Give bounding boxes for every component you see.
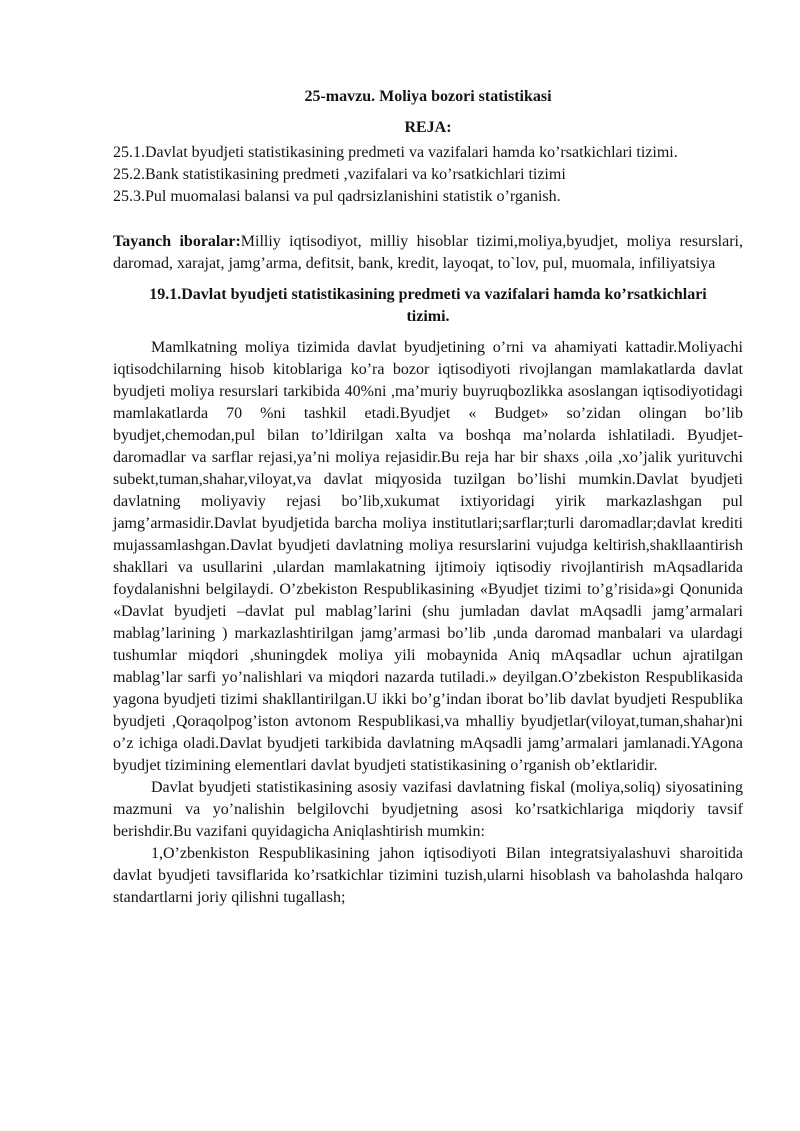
body-paragraph-3: 1,O’zbenkiston Respublikasining jahon iqtisodiyoti Bilan integratsiyalashuvi sharoitida davlat byudjeti tavsiflarida ko’rsatkichlar tizimini tuzish,ularni hisoblash va baholashda halqaro standartlarni joriy qilishni tugallash; <box>113 845 743 906</box>
plan-item-3: 25.3.Pul muomalasi balansi va pul qadrsizlanishini statistik o’rganish. <box>113 188 561 205</box>
keywords-text: Milliy iqtisodiyot, milliy hisoblar tizimi,moliya,byudjet, moliya resurslari, daromad, xarajat, jamg’arma, defitsit, bank, kredit, layoqat, to`lov, pul, muomala, infiliyatsiya <box>113 233 743 272</box>
keywords-paragraph <box>113 231 743 275</box>
section-heading: 19.1.Davlat byudjeti statistikasining predmeti va vazifalari hamda ko’rsatkichlari tizimi. <box>149 286 707 325</box>
document-title: 25-mavzu. Moliya bozori statistikasi <box>304 88 552 105</box>
body-paragraph-2: Davlat byudjeti statistikasining asosiy vazifasi davlatning fiskal (moliya,soliq) siyosatining mazmuni va yo’nalishin belgilovchi byudjetning asosi ko’rsatkichlariga miqdoriy tavsif berishdir.Bu vazifani quyidagicha Aniqlashtirish mumkin: <box>113 779 743 840</box>
keywords-label: Tayanch iboralar: <box>113 233 241 250</box>
body-paragraph-1: Mamlkatning moliya tizimida davlat byudjetining o’rni va ahamiyati kattadir.Moliyachi iqtisodchilarning hisob kitoblariga ko’ra bozor iqtisodiyoti rivojlangan mamlakatlarda davlat byudjeti moliya resurslari tarkibida 40%ni ,ma’muriy buyruqbozlikka asoslangan iqtisodiyotidagi mamlakatlarda 70 %ni tashkil etadi.Byudjet « Budget» so’zidan olingan bo’lib byudjet,chemodan,pul bilan to’ldirilgan xalta va boshqa ma’nolarda ishlatiladi. Byudjet-daromadlar va sarflar rejasi,ya’ni moliya rejasidir.Bu reja har bir shaxs ,oila ,xo’jalik yurituvchi subekt,tuman,shahar,viloyat,va davlat miqyosida tuzilgan bo’lishi mumkin.Davlat byudjeti davlatning moliyaviy rejasi bo’lib,xukumat ixtiyoridagi yirik markazlashgan pul jamg’armasidir.Davlat byudjetida barcha moliya institutlari;sarflar;turli daromadlar;davlat krediti mujassamlashgan.Davlat byudjeti davlatning moliya resurslarini vujudga keltirish,shakllaantirish shakllari va usullarini ,ulardan mamlakatning ijtimoiy iqtisodiy rivojlantirish mAqsadlarida foydalanishni belgilaydi. O’zbekiston Respublikasining «Byudjet tizimi to’g’risida»gi Qonunida «Davlat byudjeti –davlat pul mablag’larini (shu jumladan davlat mAqsadli jamg’armalari mablag’larining ) markazlashtirilgan jamg’armasi bo’lib ,unda daromad manbalari va ulardagi tushumlar miqdori ,shuningdek moliya yili mobaynida Aniq mAqsadlar uchun ajratilgan mablag’lar sarfi yo’nalishlari va miqdori nazarda tutiladi.» deyilgan.O’zbekiston Respublikasida yagona byudjeti tizimi shakllantirilgan.U ikki bo’g’indan iborat bo’lib davlat byudjeti Respublika byudjeti ,Qoraqolpog’iston avtonom Respublikasi,va mhalliy byudjetlar(viloyat,tuman,shahar)ni o’z ichiga oladi.Davlat byudjeti tarkibida davlatning mAqsadli jamg’armalari jamlanadi.YAgona byudjet tizimining elementlari davlat byudjeti statistikasining o’rganish ob’ektlaridir. <box>113 339 743 774</box>
plan-item-2: 25.2.Bank statistikasining predmeti ,vazifalari va ko’rsatkichlari tizimi <box>113 166 566 183</box>
plan-heading: REJA: <box>404 119 452 136</box>
plan-item-1: 25.1.Davlat byudjeti statistikasining predmeti va vazifalari hamda ko’rsatkichlari tizimi. <box>113 144 678 161</box>
